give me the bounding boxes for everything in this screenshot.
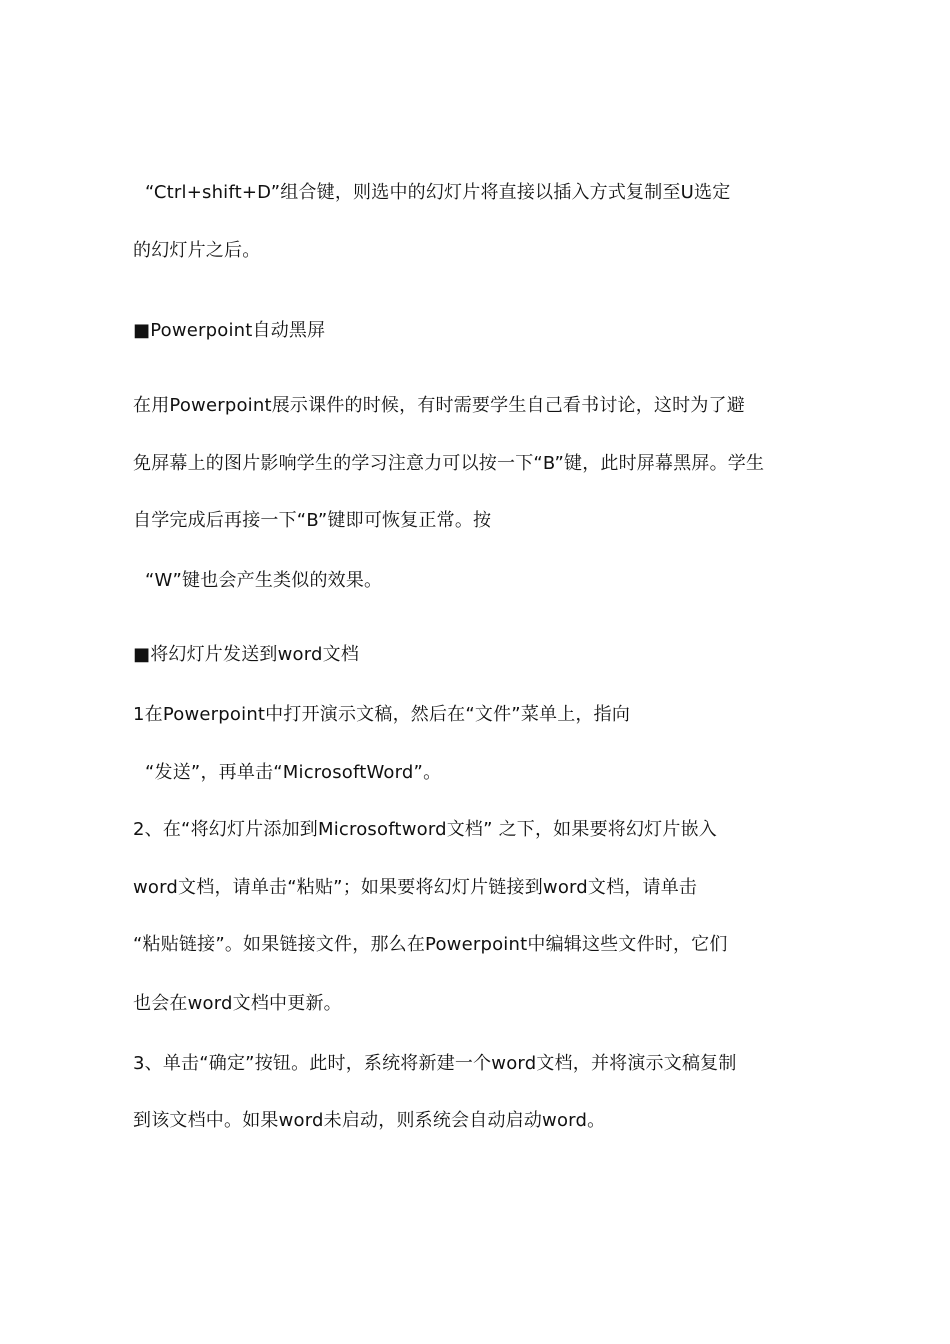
section-heading: ■Powerpoint自动黑屏 bbox=[133, 320, 326, 341]
paragraph-line: 也会在word文档中更新。 bbox=[133, 993, 342, 1014]
paragraph-line: 自学完成后再接一下“B”键即可恢复正常。按 bbox=[133, 510, 492, 531]
section-heading: ■将幻灯片发送到word文档 bbox=[133, 644, 360, 665]
paragraph-line: 1在Powerpoint中打开演示文稿，然后在“文件”菜单上，指向 bbox=[133, 704, 631, 725]
paragraph-line: “发送”，再单击“MicrosoftWord”。 bbox=[145, 762, 442, 783]
paragraph-line: “W”键也会产生类似的效果。 bbox=[145, 570, 383, 591]
paragraph-line: word文档，请单击“粘贴”；如果要将幻灯片链接到word文档，请单击 bbox=[133, 877, 698, 898]
paragraph-line: 免屏幕上的图片影响学生的学习注意力可以按一下“B”键，此时屏幕黑屏。学生 bbox=[133, 453, 765, 474]
paragraph-line: 在用Powerpoint展示课件的时候，有时需要学生自己看书讨论，这时为了避 bbox=[133, 395, 745, 416]
paragraph-line: “Ctrl+shift+D”组合键，则选中的幻灯片将直接以插入方式复制至U选定 bbox=[145, 182, 731, 203]
paragraph-line: 2、在“将幻灯片添加到Microsoftword文档” 之下，如果要将幻灯片嵌入 bbox=[133, 819, 717, 840]
paragraph-line: 的幻灯片之后。 bbox=[133, 240, 261, 261]
paragraph-line: 到该文档中。如果word未启动，则系统会自动启动word。 bbox=[133, 1110, 606, 1131]
paragraph-line: “粘贴链接”。如果链接文件，那么在Powerpoint中编辑这些文件时，它们 bbox=[133, 934, 728, 955]
paragraph-line: 3、单击“确定”按钮。此时，系统将新建一个word文档，并将演示文稿复制 bbox=[133, 1053, 737, 1074]
